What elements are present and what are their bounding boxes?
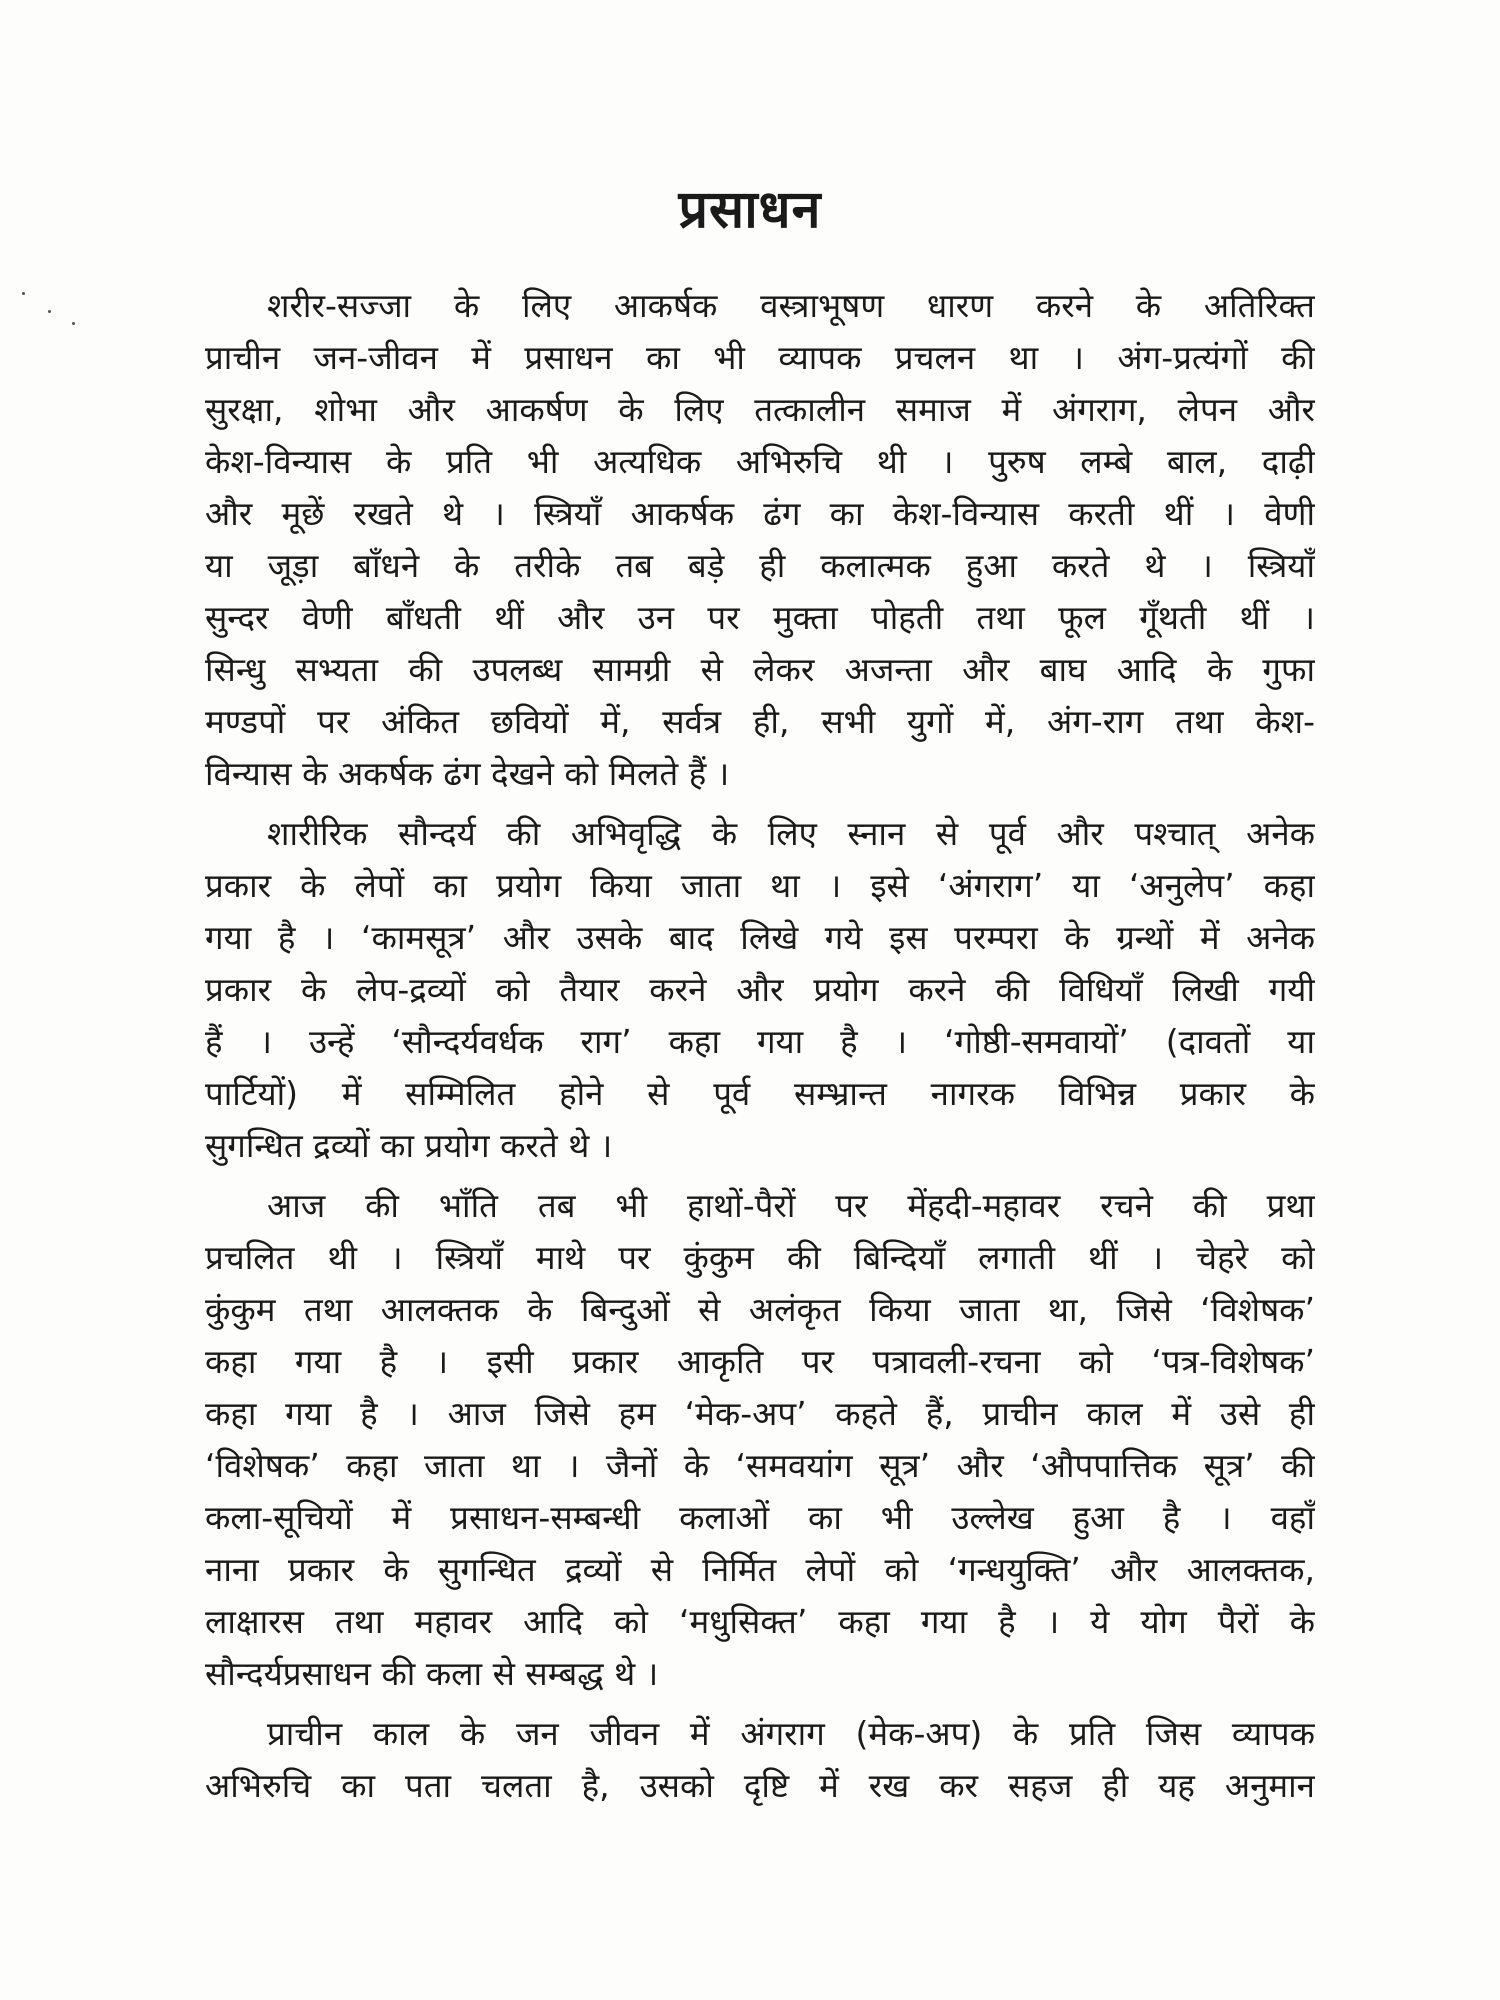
paragraph-3 (205, 1180, 1315, 1700)
text-line: सुन्दर वेणी बाँधती थीं और उन पर मुक्ता पोहती तथा फूल गूँथती थीं । (205, 598, 1315, 637)
scan-speck (22, 292, 25, 295)
scan-speck (48, 310, 51, 313)
paragraph-2 (205, 808, 1315, 1172)
text-line: कुंकुम तथा आलक्तक के बिन्दुओं से अलंकृत किया जाता था, जिसे ‘विशेषक’ (205, 1290, 1315, 1329)
text-line: अभिरुचि का पता चलता है, उसको दृष्टि में रख कर सहज ही यह अनुमान (205, 1766, 1315, 1805)
text-line: सौन्दर्यप्रसाधन की कला से सम्बद्ध थे । (205, 1654, 659, 1693)
text-line: केश-विन्यास के प्रति भी अत्यधिक अभिरुचि थी । पुरुष लम्बे बाल, दाढ़ी (205, 442, 1315, 481)
scan-speck (72, 322, 75, 325)
text-line: पार्टियों) में सम्मिलित होने से पूर्व सम्भ्रान्त नागरक विभिन्न प्रकार के (205, 1074, 1315, 1113)
text-line: प्रचलित थी । स्त्रियाँ माथे पर कुंकुम की बिन्दियाँ लगाती थीं । चेहरे को (205, 1238, 1315, 1277)
text-line: लाक्षारस तथा महावर आदि को ‘मधुसिक्त’ कहा गया है । ये योग पैरों के (205, 1602, 1315, 1641)
text-line: नाना प्रकार के सुगन्धित द्रव्यों से निर्मित लेपों को ‘गन्धयुक्ति’ और आलक्तक, (205, 1550, 1315, 1589)
page-title: प्रसाधन (678, 180, 822, 240)
text-line: हैं । उन्हें ‘सौन्दर्यवर्धक राग’ कहा गया है । ‘गोष्ठी-समवायों’ (दावतों या (205, 1022, 1315, 1061)
paragraph-gap (205, 1172, 1315, 1180)
text-line: शरीर-सज्जा के लिए आकर्षक वस्त्राभूषण धारण करने के अतिरिक्त (267, 286, 1315, 325)
text-line: गया है । ‘कामसूत्र’ और उसके बाद लिखे गये इस परम्परा के ग्रन्थों में अनेक (205, 918, 1315, 957)
text-line: सुगन्धित द्रव्यों का प्रयोग करते थे । (205, 1126, 613, 1165)
text-line: या जूड़ा बाँधने के तरीके तब बड़े ही कलात्मक हुआ करते थे । स्त्रियाँ (205, 546, 1315, 585)
text-line: कला-सूचियों में प्रसाधन-सम्बन्धी कलाओं का भी उल्लेख हुआ है । वहाँ (205, 1498, 1315, 1537)
paragraph-4 (205, 1708, 1315, 1812)
text-line: प्राचीन काल के जन जीवन में अंगराग (मेक-अप) के प्रति जिस व्यापक (267, 1714, 1315, 1753)
text-line: शारीरिक सौन्दर्य की अभिवृद्धि के लिए स्नान से पूर्व और पश्चात् अनेक (267, 814, 1315, 853)
text-line: आज की भाँति तब भी हाथों-पैरों पर मेंहदी-महावर रचने की प्रथा (267, 1186, 1315, 1225)
text-line: सुरक्षा, शोभा और आकर्षण के लिए तत्कालीन समाज में अंगराग, लेपन और (205, 390, 1315, 429)
text-line: मण्डपों पर अंकित छवियों में, सर्वत्र ही, सभी युगों में, अंग-राग तथा केश- (205, 702, 1315, 741)
body-text (205, 280, 1315, 1812)
paragraph-gap (205, 800, 1315, 808)
text-line: प्राचीन जन-जीवन में प्रसाधन का भी व्यापक प्रचलन था । अंग-प्रत्यंगों की (205, 338, 1315, 377)
text-line: प्रकार के लेप-द्रव्यों को तैयार करने और प्रयोग करने की विधियाँ लिखी गयी (205, 970, 1315, 1009)
text-line: और मूछें रखते थे । स्त्रियाँ आकर्षक ढंग का केश-विन्यास करती थीं । वेणी (205, 494, 1315, 533)
paragraph-gap (205, 1700, 1315, 1708)
text-line: सिन्धु सभ्यता की उपलब्ध सामग्री से लेकर अजन्ता और बाघ आदि के गुफा (205, 650, 1315, 689)
text-line: ‘विशेषक’ कहा जाता था । जैनों के ‘समवयांग सूत्र’ और ‘औपपात्तिक सूत्र’ की (205, 1446, 1315, 1485)
text-line: विन्यास के अकर्षक ढंग देखने को मिलते हैं । (205, 754, 730, 793)
text-line: प्रकार के लेपों का प्रयोग किया जाता था । इसे ‘अंगराग’ या ‘अनुलेप’ कहा (205, 866, 1315, 905)
paragraph-1 (205, 280, 1315, 800)
text-line: कहा गया है । इसी प्रकार आकृति पर पत्रावली-रचना को ‘पत्र-विशेषक’ (205, 1342, 1315, 1381)
text-line: कहा गया है । आज जिसे हम ‘मेक-अप’ कहते हैं, प्राचीन काल में उसे ही (205, 1394, 1315, 1433)
